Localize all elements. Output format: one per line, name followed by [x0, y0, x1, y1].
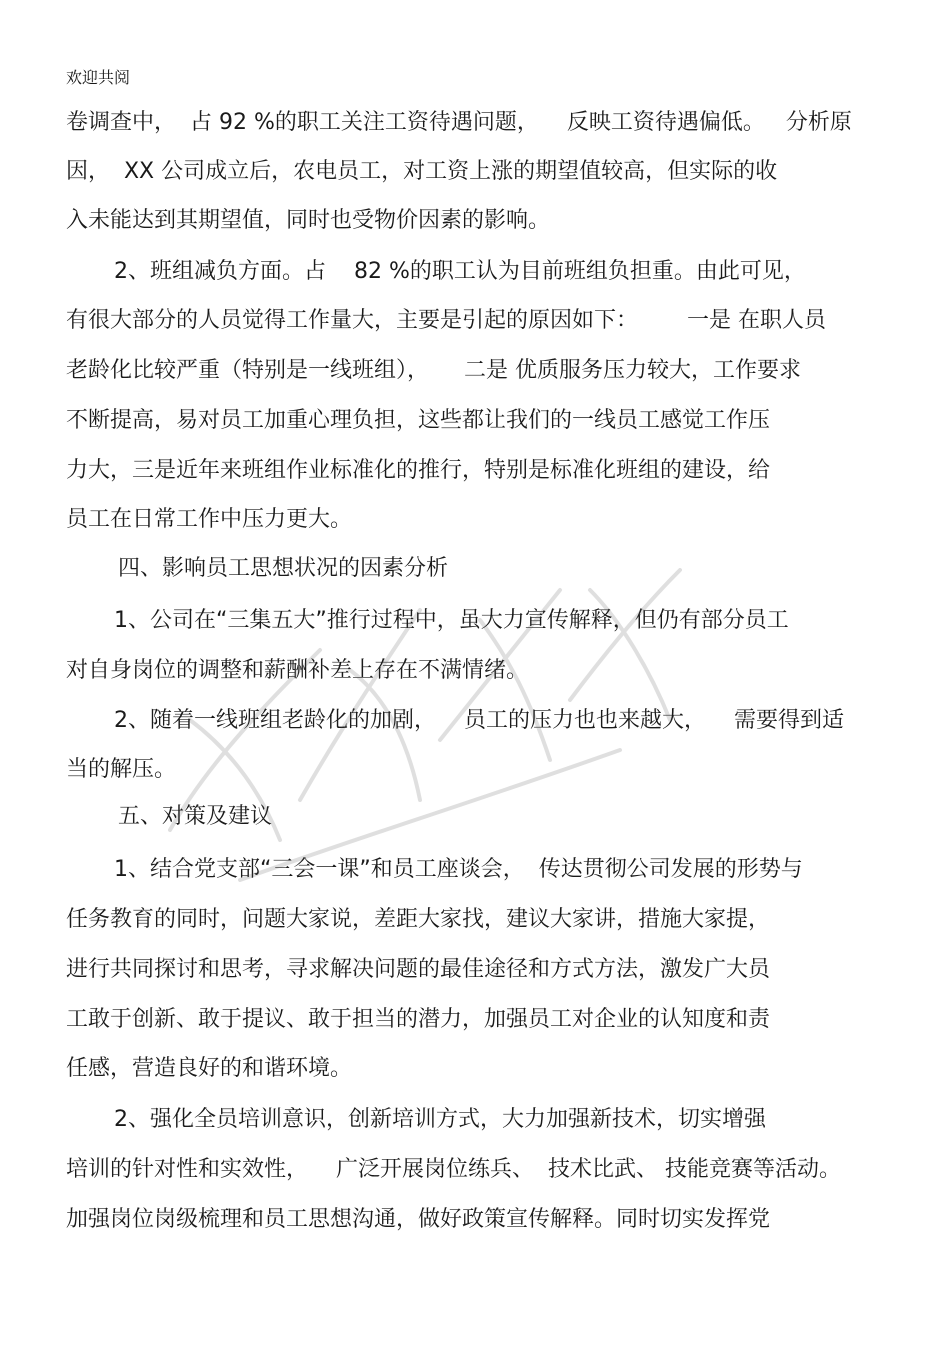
- text-line: 有很大部分的人员觉得工作量大，主要是引起的原因如下： 一是 在职人员: [66, 308, 826, 333]
- text-line: 1、结合党支部“三会一课”和员工座谈会， 传达贯彻公司发展的形势与: [114, 857, 803, 882]
- text-line: 不断提高，易对员工加重心理负担，这些都让我们的一线员工感觉工作压: [66, 408, 771, 433]
- text-line: 入未能达到其期望值，同时也受物价因素的影响。: [66, 208, 551, 233]
- text-line: 因， XX 公司成立后，农电员工，对工资上涨的期望值较高，但实际的收: [66, 159, 778, 184]
- section-heading: 五、对策及建议: [118, 804, 273, 829]
- text-line: 培训的针对性和实效性， 广泛开展岗位练兵、 技术比武、 技能竞赛等活动。: [66, 1157, 841, 1182]
- text-line: 卷调查中， 占 92 %的职工关注工资待遇问题， 反映工资待遇偏低。 分析原: [66, 110, 852, 135]
- text-line: 力大，三是近年来班组作业标准化的推行，特别是标准化班组的建设，给: [66, 458, 771, 483]
- text-line: 任感，营造良好的和谐环境。: [66, 1056, 353, 1081]
- text-line: 老龄化比较严重（特别是一线班组）， 二是 优质服务压力较大，工作要求: [66, 358, 801, 383]
- text-line: 2、班组减负方面。占 82 %的职工认为目前班组负担重。由此可见，: [114, 259, 806, 284]
- text-line: 任务教育的同时，问题大家说，差距大家找，建议大家讲，措施大家提，: [66, 907, 771, 932]
- section-heading: 四、影响员工思想状况的因素分析: [118, 556, 449, 581]
- text-line: 进行共同探讨和思考，寻求解决问题的最佳途径和方式方法，激发广大员: [66, 957, 771, 982]
- text-line: 1、公司在“三集五大”推行过程中，虽大力宣传解释，但仍有部分员工: [114, 608, 789, 633]
- text-line: 当的解压。: [66, 757, 177, 782]
- text-line: 加强岗位岗级梳理和员工思想沟通，做好政策宣传解释。同时切实发挥党: [66, 1207, 771, 1232]
- text-line: 2、强化全员培训意识，创新培训方式，大力加强新技术，切实增强: [114, 1107, 766, 1132]
- text-line: 2、随着一线班组老龄化的加剧， 员工的压力也也来越大， 需要得到适: [114, 708, 844, 733]
- text-line: 对自身岗位的调整和薪酬补差上存在不满情绪。: [66, 658, 529, 683]
- text-line: 工敢于创新、敢于提议、敢于担当的潜力，加强员工对企业的认知度和责: [66, 1007, 771, 1032]
- text-line: 员工在日常工作中压力更大。: [66, 507, 353, 532]
- page-header: 欢迎共阅: [66, 68, 131, 87]
